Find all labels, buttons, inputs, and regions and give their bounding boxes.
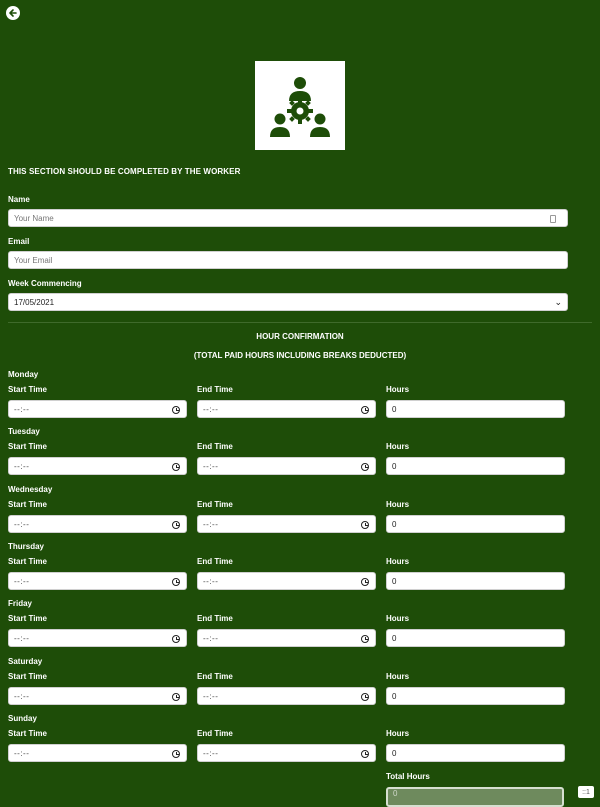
start-time-input[interactable] [8, 515, 187, 533]
start-time-input[interactable] [8, 400, 187, 418]
time-placeholder: --:-- [203, 576, 219, 586]
contact-card-icon [550, 215, 556, 223]
week-select[interactable] [8, 293, 568, 311]
start-time-label: Start Time [8, 500, 47, 509]
start-time-label: Start Time [8, 442, 47, 451]
hours-value: 0 [392, 519, 397, 529]
start-time-label: Start Time [8, 614, 47, 623]
hours-input[interactable] [386, 457, 565, 475]
hours-value: 0 [392, 633, 397, 643]
start-time-input[interactable] [8, 457, 187, 475]
time-placeholder: --:-- [14, 576, 30, 586]
hours-title: HOUR CONFIRMATION [256, 332, 344, 341]
end-time-label: End Time [197, 385, 233, 394]
clock-icon [172, 521, 180, 529]
email-placeholder: Your Email [14, 255, 53, 265]
end-time-label: End Time [197, 557, 233, 566]
start-time-label: Start Time [8, 557, 47, 566]
time-placeholder: --:-- [203, 748, 219, 758]
time-placeholder: --:-- [14, 404, 30, 414]
clock-icon [172, 693, 180, 701]
hours-label: Hours [386, 557, 410, 566]
clock-icon [361, 750, 369, 758]
hours-value: 0 [392, 576, 397, 586]
name-label: Name [8, 195, 30, 204]
time-placeholder: --:-- [14, 461, 30, 471]
hours-input[interactable] [386, 400, 565, 418]
chevron-down-icon: ⌄ [554, 297, 562, 307]
arrow-left-icon [8, 8, 18, 18]
total-hours-field [386, 787, 564, 807]
resize-handle-glyph: ::1 [582, 788, 590, 796]
day-label: Sunday [8, 714, 37, 723]
day-label: Monday [8, 370, 39, 379]
hours-value: 0 [392, 691, 397, 701]
end-time-input[interactable] [197, 457, 376, 475]
start-time-input[interactable] [8, 572, 187, 590]
clock-icon [361, 463, 369, 471]
end-time-label: End Time [197, 672, 233, 681]
clock-icon [172, 750, 180, 758]
total-hours-value: 0 [393, 789, 398, 798]
hours-input[interactable] [386, 687, 565, 705]
end-time-input[interactable] [197, 629, 376, 647]
start-time-label: Start Time [8, 729, 47, 738]
clock-icon [361, 578, 369, 586]
clock-icon [361, 521, 369, 529]
hours-input[interactable] [386, 515, 565, 533]
clock-icon [361, 693, 369, 701]
divider [8, 322, 592, 323]
day-label: Wednesday [8, 485, 53, 494]
hours-value: 0 [392, 404, 397, 414]
time-placeholder: --:-- [203, 633, 219, 643]
team-gear-icon [265, 71, 335, 141]
time-placeholder: --:-- [203, 519, 219, 529]
end-time-input[interactable] [197, 400, 376, 418]
hours-label: Hours [386, 500, 410, 509]
hours-input[interactable] [386, 744, 565, 762]
day-label: Saturday [8, 657, 43, 666]
clock-icon [361, 406, 369, 414]
time-placeholder: --:-- [203, 404, 219, 414]
clock-icon [172, 463, 180, 471]
clock-icon [172, 578, 180, 586]
total-hours-label: Total Hours [386, 772, 430, 781]
resize-handle[interactable] [578, 786, 594, 798]
hours-input[interactable] [386, 572, 565, 590]
hours-value: 0 [392, 461, 397, 471]
time-placeholder: --:-- [14, 691, 30, 701]
end-time-label: End Time [197, 729, 233, 738]
time-placeholder: --:-- [203, 461, 219, 471]
clock-icon [172, 635, 180, 643]
hours-subtitle: (TOTAL PAID HOURS INCLUDING BREAKS DEDUCTED) [193, 351, 407, 360]
section-title: THIS SECTION SHOULD BE COMPLETED BY THE WORKER [8, 167, 241, 176]
day-label: Friday [8, 599, 33, 608]
time-placeholder: --:-- [14, 748, 30, 758]
end-time-label: End Time [197, 500, 233, 509]
end-time-input[interactable] [197, 744, 376, 762]
email-label: Email [8, 237, 30, 246]
clock-icon [361, 635, 369, 643]
name-input[interactable] [8, 209, 568, 227]
name-placeholder: Your Name [14, 213, 54, 223]
end-time-input[interactable] [197, 687, 376, 705]
hours-label: Hours [386, 672, 410, 681]
time-placeholder: --:-- [14, 633, 30, 643]
end-time-input[interactable] [197, 515, 376, 533]
time-placeholder: --:-- [203, 691, 219, 701]
end-time-label: End Time [197, 442, 233, 451]
start-time-label: Start Time [8, 672, 47, 681]
start-time-input[interactable] [8, 687, 187, 705]
day-label: Tuesday [8, 427, 40, 436]
clock-icon [172, 406, 180, 414]
email-input[interactable] [8, 251, 568, 269]
back-button[interactable] [6, 6, 20, 20]
time-placeholder: --:-- [14, 519, 30, 529]
hours-label: Hours [386, 729, 410, 738]
week-label: Week Commencing [8, 279, 82, 288]
hours-label: Hours [386, 614, 410, 623]
hours-input[interactable] [386, 629, 565, 647]
start-time-label: Start Time [8, 385, 47, 394]
hours-value: 0 [392, 748, 397, 758]
start-time-input[interactable] [8, 629, 187, 647]
day-label: Thursday [8, 542, 45, 551]
team-logo [255, 61, 345, 150]
end-time-label: End Time [197, 614, 233, 623]
end-time-input[interactable] [197, 572, 376, 590]
start-time-input[interactable] [8, 744, 187, 762]
hours-label: Hours [386, 385, 410, 394]
week-value: 17/05/2021 [14, 297, 55, 307]
hours-label: Hours [386, 442, 410, 451]
